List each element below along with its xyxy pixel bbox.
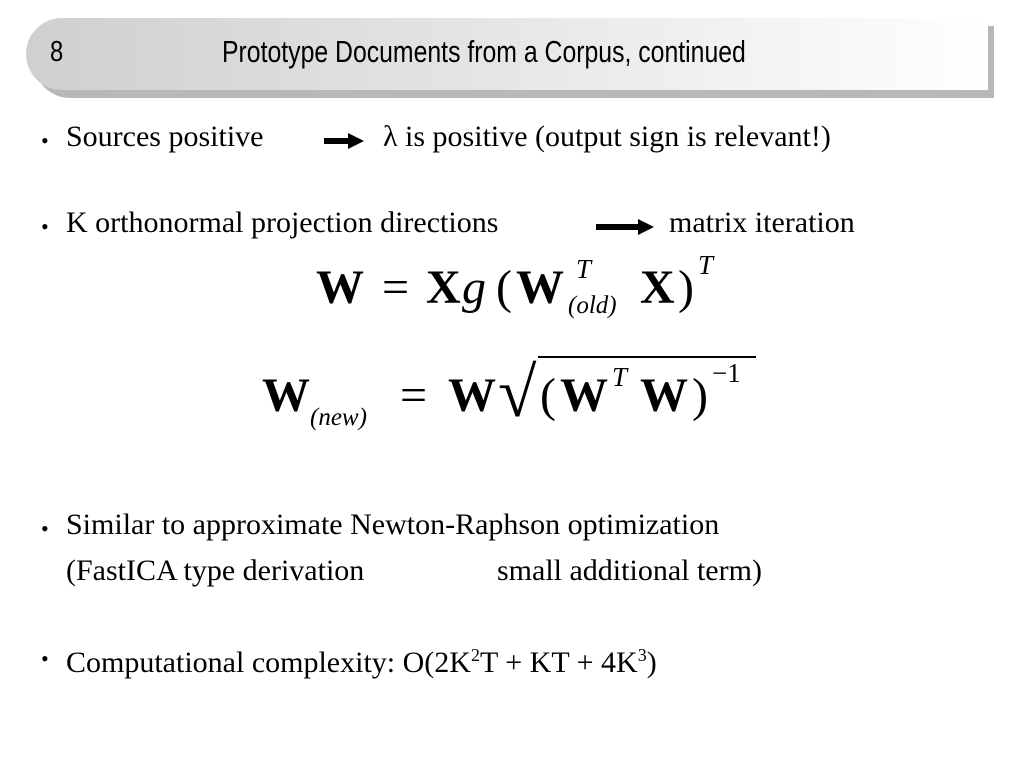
- eq1-W2: W: [516, 261, 564, 314]
- eq1-X2: X: [640, 261, 675, 314]
- bullet-4-complexity: [66, 638, 657, 680]
- bullet-3-line2a: (FastICA type derivation: [66, 554, 365, 587]
- bullet-dot: •: [41, 646, 49, 671]
- eq1-W: W: [316, 261, 364, 314]
- bullet-3-line1: Similar to approximate Newton-Raphson optimization: [66, 508, 720, 541]
- lambda-symbol: λ: [383, 120, 398, 153]
- eq2-equals: =: [400, 369, 428, 422]
- bullet-2-lead: K orthonormal projection directions: [66, 206, 499, 239]
- eq2-inverse-exponent: −1: [712, 358, 741, 388]
- eq2-W4: W: [640, 369, 688, 422]
- bullet-dot: •: [41, 214, 49, 239]
- bullet-dot: •: [41, 128, 49, 153]
- bullet-3-line2b: small additional term): [497, 554, 762, 587]
- eq2-W: W: [262, 369, 310, 422]
- eq2-transpose: T: [612, 362, 628, 392]
- arrow-icon: [596, 224, 640, 230]
- eq1-g: g: [462, 261, 486, 314]
- eq1-X: X: [426, 261, 461, 314]
- eq1-rparen: ): [678, 261, 694, 314]
- complexity-part-c: ): [646, 646, 657, 679]
- arrow-icon: [324, 138, 350, 144]
- eq1-equals: =: [382, 261, 410, 314]
- eq2-lparen: (: [540, 369, 556, 422]
- slide-number: 8: [50, 36, 64, 68]
- eq1-lparen: (: [496, 261, 512, 314]
- complexity-part-a: Computational complexity: O(2K: [66, 646, 471, 679]
- complexity-sup-b: 3: [637, 645, 647, 665]
- bullet-1-tail-text: is positive (output sign is relevant!): [397, 120, 831, 153]
- eq1-transpose: T: [576, 254, 592, 284]
- bullet-1-tail: [383, 120, 831, 154]
- complexity-sup-a: 2: [470, 645, 480, 665]
- eq2-W2: W: [448, 369, 496, 422]
- eq2-rparen: ): [692, 369, 708, 422]
- eq1-sub-old: (old): [568, 292, 617, 319]
- complexity-part-b: T + KT + 4K: [479, 646, 638, 679]
- eq2-W3: W: [560, 369, 608, 422]
- bullet-1-lead: Sources positive: [66, 120, 264, 153]
- bullet-2-tail: matrix iteration: [669, 206, 855, 239]
- bullet-dot: •: [41, 516, 49, 541]
- eq1-transpose-2: T: [698, 250, 714, 280]
- eq2-sub-new: (new): [310, 404, 367, 431]
- eq2-radical-icon: √: [498, 355, 537, 432]
- slide-title: Prototype Documents from a Corpus, continued: [222, 34, 746, 69]
